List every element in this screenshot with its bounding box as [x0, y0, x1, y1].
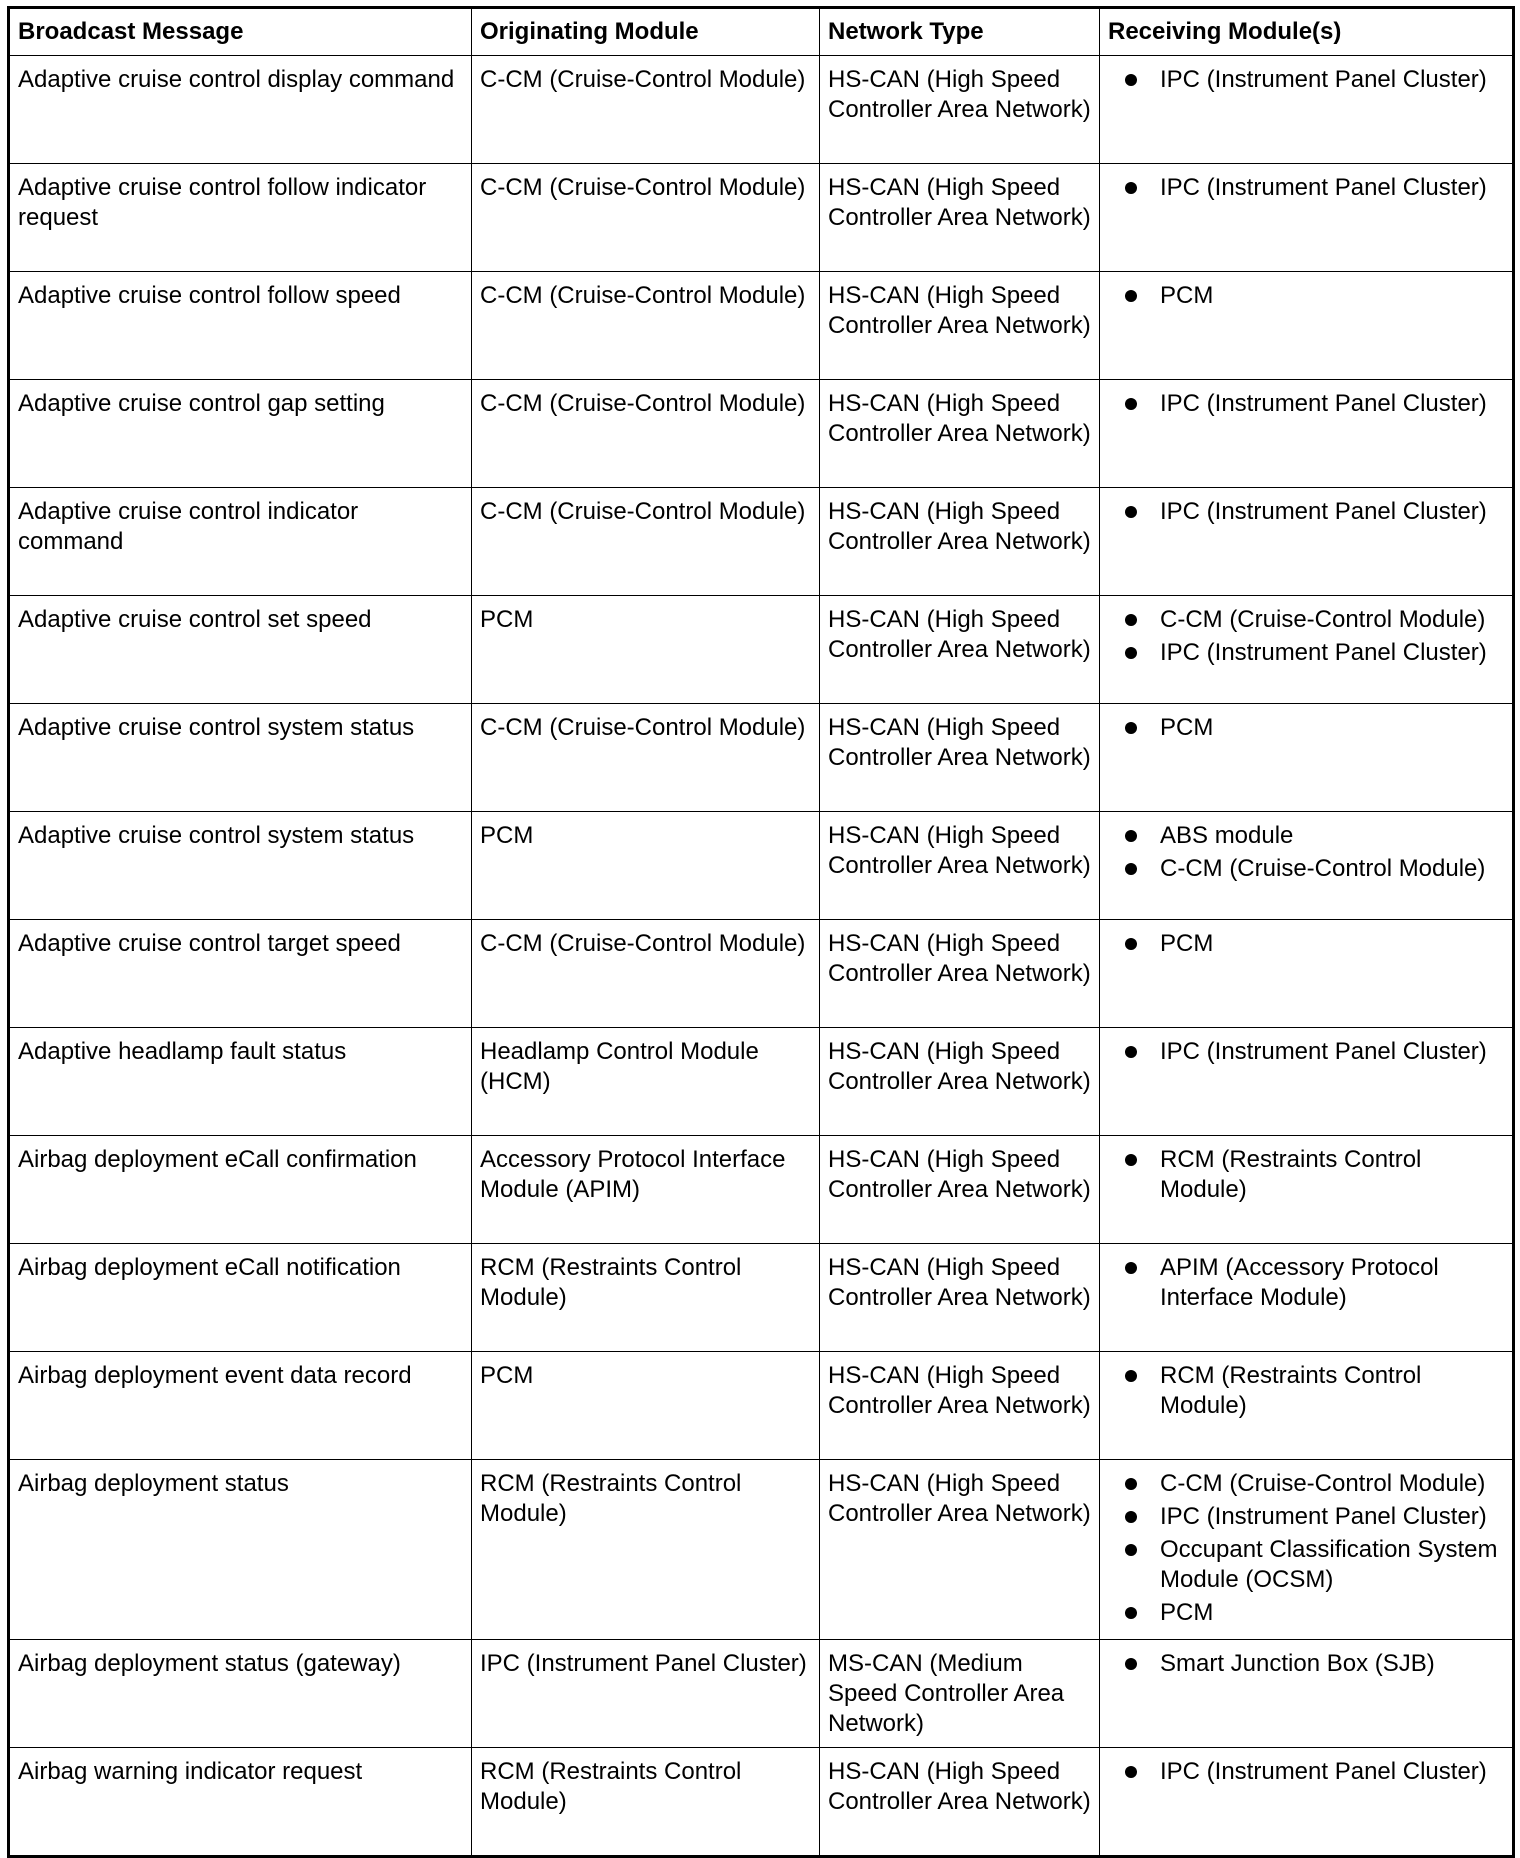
originating-module-cell: C-CM (Cruise-Control Module)	[472, 380, 820, 488]
originating-module-cell: IPC (Instrument Panel Cluster)	[472, 1640, 820, 1748]
receiver-list	[1108, 1145, 1504, 1205]
network-type-cell: HS-CAN (High Speed Controller Area Network)	[820, 380, 1100, 488]
bullet-icon	[1125, 614, 1137, 626]
table-row	[9, 1136, 1514, 1244]
receiver-list-item	[1108, 1649, 1504, 1679]
receiving-modules-cell	[1100, 56, 1514, 164]
broadcast-message-cell: Adaptive cruise control display command	[9, 56, 472, 164]
bullet-icon	[1125, 74, 1137, 86]
bullet-icon	[1125, 830, 1137, 842]
table-row	[9, 164, 1514, 272]
receiver-list-item	[1108, 854, 1504, 884]
bullet-icon	[1125, 1658, 1137, 1670]
broadcast-message-cell: Adaptive cruise control indicator command	[9, 488, 472, 596]
bullet-icon	[1125, 1046, 1137, 1058]
network-type-cell: HS-CAN (High Speed Controller Area Network)	[820, 164, 1100, 272]
receiver-label: PCM	[1160, 282, 1214, 309]
receiver-label: IPC (Instrument Panel Cluster)	[1160, 1503, 1487, 1530]
broadcast-message-table	[7, 6, 1515, 1858]
receiver-list-item	[1108, 281, 1504, 311]
receiver-list-item	[1108, 1502, 1504, 1532]
originating-module-cell: C-CM (Cruise-Control Module)	[472, 920, 820, 1028]
receiving-modules-cell	[1100, 1640, 1514, 1748]
receiver-list-item	[1108, 497, 1504, 527]
network-type-cell: HS-CAN (High Speed Controller Area Network)	[820, 812, 1100, 920]
receiver-list-item	[1108, 605, 1504, 635]
receiver-list-item	[1108, 1253, 1504, 1313]
broadcast-message-cell: Adaptive cruise control target speed	[9, 920, 472, 1028]
originating-module-cell: RCM (Restraints Control Module)	[472, 1460, 820, 1640]
bullet-icon	[1125, 290, 1137, 302]
receiver-list-item	[1108, 65, 1504, 95]
receiver-list-item	[1108, 173, 1504, 203]
receiver-list-item	[1108, 1535, 1504, 1595]
receiver-label: RCM (Restraints Control Module)	[1160, 1146, 1422, 1203]
network-type-cell: HS-CAN (High Speed Controller Area Network)	[820, 1748, 1100, 1857]
network-type-cell: HS-CAN (High Speed Controller Area Network)	[820, 1352, 1100, 1460]
bullet-icon	[1125, 1511, 1137, 1523]
receiver-list-item	[1108, 1145, 1504, 1205]
receiver-list-item	[1108, 638, 1504, 668]
receiver-list-item	[1108, 929, 1504, 959]
receiver-list-item	[1108, 713, 1504, 743]
broadcast-message-cell: Adaptive cruise control system status	[9, 704, 472, 812]
network-type-cell: MS-CAN (Medium Speed Controller Area Network)	[820, 1640, 1100, 1748]
broadcast-message-cell: Airbag deployment eCall notification	[9, 1244, 472, 1352]
network-type-cell: HS-CAN (High Speed Controller Area Network)	[820, 704, 1100, 812]
receiver-label: ABS module	[1160, 822, 1294, 849]
receiver-label: IPC (Instrument Panel Cluster)	[1160, 639, 1487, 666]
bullet-icon	[1125, 398, 1137, 410]
receiver-list	[1108, 281, 1504, 311]
table-row	[9, 920, 1514, 1028]
receiver-label: C-CM (Cruise-Control Module)	[1160, 1470, 1486, 1497]
network-type-cell: HS-CAN (High Speed Controller Area Network)	[820, 1028, 1100, 1136]
broadcast-message-cell: Adaptive cruise control follow indicator request	[9, 164, 472, 272]
receiving-modules-cell	[1100, 1136, 1514, 1244]
receiver-label: Occupant Classification System Module (OCSM)	[1160, 1536, 1498, 1593]
originating-module-cell: C-CM (Cruise-Control Module)	[472, 164, 820, 272]
receiver-label: C-CM (Cruise-Control Module)	[1160, 855, 1486, 882]
table-row	[9, 1352, 1514, 1460]
broadcast-message-cell: Adaptive cruise control system status	[9, 812, 472, 920]
table-row	[9, 488, 1514, 596]
receiver-list-item	[1108, 1598, 1504, 1628]
receiver-label: RCM (Restraints Control Module)	[1160, 1362, 1422, 1419]
originating-module-cell: C-CM (Cruise-Control Module)	[472, 704, 820, 812]
receiver-list	[1108, 1361, 1504, 1421]
originating-module-cell: C-CM (Cruise-Control Module)	[472, 56, 820, 164]
receiver-label: IPC (Instrument Panel Cluster)	[1160, 390, 1487, 417]
table-row	[9, 380, 1514, 488]
receiving-modules-cell	[1100, 1352, 1514, 1460]
bullet-icon	[1125, 938, 1137, 950]
receiver-label: IPC (Instrument Panel Cluster)	[1160, 1758, 1487, 1785]
receiver-list-item	[1108, 389, 1504, 419]
receiver-list	[1108, 389, 1504, 419]
receiving-modules-cell	[1100, 1244, 1514, 1352]
originating-module-cell: RCM (Restraints Control Module)	[472, 1748, 820, 1857]
receiving-modules-cell	[1100, 596, 1514, 704]
bullet-icon	[1125, 1154, 1137, 1166]
receiver-label: C-CM (Cruise-Control Module)	[1160, 606, 1486, 633]
receiver-list	[1108, 497, 1504, 527]
receiver-label: IPC (Instrument Panel Cluster)	[1160, 174, 1487, 201]
receiver-list-item	[1108, 1469, 1504, 1499]
network-type-cell: HS-CAN (High Speed Controller Area Network)	[820, 1460, 1100, 1640]
bullet-icon	[1125, 1370, 1137, 1382]
receiving-modules-cell	[1100, 488, 1514, 596]
originating-module-cell: C-CM (Cruise-Control Module)	[472, 272, 820, 380]
bullet-icon	[1125, 863, 1137, 875]
header-receiving-modules: Receiving Module(s)	[1100, 8, 1514, 56]
table-row	[9, 812, 1514, 920]
receiver-label: PCM	[1160, 1599, 1214, 1626]
broadcast-message-cell: Airbag deployment event data record	[9, 1352, 472, 1460]
header-broadcast-message: Broadcast Message	[9, 8, 472, 56]
receiver-list	[1108, 1469, 1504, 1628]
receiver-list-item	[1108, 1361, 1504, 1421]
originating-module-cell: PCM	[472, 596, 820, 704]
broadcast-message-cell: Adaptive cruise control follow speed	[9, 272, 472, 380]
network-type-cell: HS-CAN (High Speed Controller Area Network)	[820, 1244, 1100, 1352]
receiver-list-item	[1108, 821, 1504, 851]
receiver-label: IPC (Instrument Panel Cluster)	[1160, 498, 1487, 525]
bullet-icon	[1125, 506, 1137, 518]
broadcast-message-cell: Airbag deployment status (gateway)	[9, 1640, 472, 1748]
receiver-list-item	[1108, 1037, 1504, 1067]
network-type-cell: HS-CAN (High Speed Controller Area Network)	[820, 1136, 1100, 1244]
receiver-list	[1108, 65, 1504, 95]
receiving-modules-cell	[1100, 272, 1514, 380]
receiving-modules-cell	[1100, 1460, 1514, 1640]
receiver-list	[1108, 1253, 1504, 1313]
broadcast-message-cell: Adaptive cruise control gap setting	[9, 380, 472, 488]
receiving-modules-cell	[1100, 704, 1514, 812]
receiver-list-item	[1108, 1757, 1504, 1787]
receiver-list	[1108, 605, 1504, 668]
broadcast-message-cell: Airbag warning indicator request	[9, 1748, 472, 1857]
receiver-list	[1108, 1037, 1504, 1067]
receiver-list	[1108, 1757, 1504, 1787]
network-type-cell: HS-CAN (High Speed Controller Area Network)	[820, 488, 1100, 596]
table-row	[9, 704, 1514, 812]
originating-module-cell: Headlamp Control Module (HCM)	[472, 1028, 820, 1136]
table-row	[9, 272, 1514, 380]
table-row	[9, 1028, 1514, 1136]
receiver-list	[1108, 713, 1504, 743]
table-row	[9, 56, 1514, 164]
receiver-label: Smart Junction Box (SJB)	[1160, 1650, 1435, 1677]
receiver-label: IPC (Instrument Panel Cluster)	[1160, 1038, 1487, 1065]
receiving-modules-cell	[1100, 1748, 1514, 1857]
receiver-label: PCM	[1160, 714, 1214, 741]
receiving-modules-cell	[1100, 164, 1514, 272]
table-row	[9, 596, 1514, 704]
bullet-icon	[1125, 647, 1137, 659]
header-row	[9, 8, 1514, 56]
header-network-type: Network Type	[820, 8, 1100, 56]
network-type-cell: HS-CAN (High Speed Controller Area Network)	[820, 596, 1100, 704]
receiver-label: IPC (Instrument Panel Cluster)	[1160, 66, 1487, 93]
bullet-icon	[1125, 182, 1137, 194]
bullet-icon	[1125, 1544, 1137, 1556]
receiver-list	[1108, 173, 1504, 203]
receiving-modules-cell	[1100, 920, 1514, 1028]
originating-module-cell: C-CM (Cruise-Control Module)	[472, 488, 820, 596]
receiving-modules-cell	[1100, 812, 1514, 920]
originating-module-cell: RCM (Restraints Control Module)	[472, 1244, 820, 1352]
bullet-icon	[1125, 722, 1137, 734]
table-row	[9, 1460, 1514, 1640]
network-type-cell: HS-CAN (High Speed Controller Area Network)	[820, 920, 1100, 1028]
table-row	[9, 1640, 1514, 1748]
table-body	[9, 56, 1514, 1857]
originating-module-cell: PCM	[472, 812, 820, 920]
broadcast-message-cell: Airbag deployment status	[9, 1460, 472, 1640]
receiving-modules-cell	[1100, 380, 1514, 488]
network-type-cell: HS-CAN (High Speed Controller Area Network)	[820, 272, 1100, 380]
table-row	[9, 1748, 1514, 1857]
bullet-icon	[1125, 1262, 1137, 1274]
broadcast-message-cell: Adaptive cruise control set speed	[9, 596, 472, 704]
originating-module-cell: Accessory Protocol Interface Module (APIM)	[472, 1136, 820, 1244]
table-row	[9, 1244, 1514, 1352]
receiver-list	[1108, 929, 1504, 959]
bullet-icon	[1125, 1766, 1137, 1778]
bullet-icon	[1125, 1478, 1137, 1490]
network-type-cell: HS-CAN (High Speed Controller Area Network)	[820, 56, 1100, 164]
header-originating-module: Originating Module	[472, 8, 820, 56]
receiver-label: APIM (Accessory Protocol Interface Module)	[1160, 1254, 1439, 1311]
broadcast-message-cell: Adaptive headlamp fault status	[9, 1028, 472, 1136]
receiver-list	[1108, 1649, 1504, 1679]
originating-module-cell: PCM	[472, 1352, 820, 1460]
bullet-icon	[1125, 1607, 1137, 1619]
receiving-modules-cell	[1100, 1028, 1514, 1136]
broadcast-message-cell: Airbag deployment eCall confirmation	[9, 1136, 472, 1244]
receiver-label: PCM	[1160, 930, 1214, 957]
receiver-list	[1108, 821, 1504, 884]
